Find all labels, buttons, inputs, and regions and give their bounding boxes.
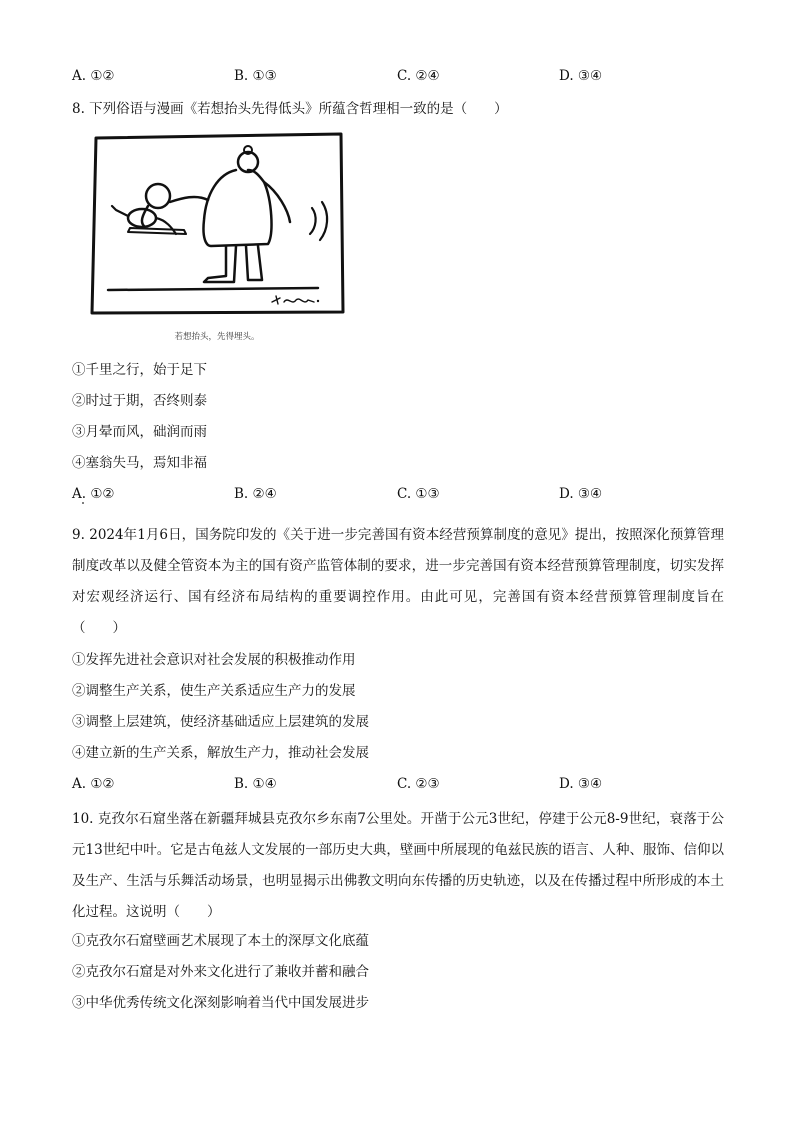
stray-dot — [82, 502, 84, 504]
q9-option-d[interactable]: D. ③④ — [559, 776, 603, 792]
q8-statement-1: ①千里之行，始于足下 — [72, 362, 207, 378]
q8-statement-4: ④塞翁失马，焉知非福 — [72, 455, 207, 471]
q9-statement-3: ③调整上层建筑，使经济基础适应上层建筑的发展 — [72, 714, 369, 730]
q8-option-d[interactable]: D. ③④ — [559, 486, 603, 502]
q9-statement-2: ②调整生产关系，使生产关系适应生产力的发展 — [72, 683, 356, 699]
q9-stem: 9. 2024年1月6日，国务院印发的《关于进一步完善国有资本经营预算制度的意见》提出，按照深化预算管理制度改革以及健全管资本为主的国有资产监管体制的要求，进一步完善国有资本经营预算管理制度，切实发挥对宏观经济运行、国有经济布局结构的重要调控作用。由此可见，完善国有资本经营预算管理制度旨在（ ） — [72, 527, 724, 636]
q10-stem: 10. 克孜尔石窟坐落在新疆拜城县克孜尔乡东南7公里处。开凿于公元3世纪，停建于公元8-9世纪，衰落于公元13世纪中叶。它是古龟兹人文发展的一部历史大典，壁画中所展现的龟兹民族的语言、人种、服饰、信仰以及生产、生活与乐舞活动场景，也明显揭示出佛教文明向东传播的历史轨迹，以及在传播过程中所形成的本土化过程。这说明（ ） — [72, 811, 724, 920]
q8-options — [72, 484, 732, 504]
q9-statement-1: ①发挥先进社会意识对社会发展的积极推动作用 — [72, 652, 356, 668]
cartoon-illustration — [86, 130, 348, 316]
cartoon-caption: 若想抬头，先得埋头。 — [174, 332, 260, 342]
q9-statement-4: ④建立新的生产关系，解放生产力，推动社会发展 — [72, 745, 369, 761]
q7-options — [72, 66, 732, 86]
q8-option-b[interactable]: B. ②④ — [234, 486, 277, 502]
q9-option-a[interactable]: A. ①② — [72, 776, 115, 792]
q8-option-a[interactable]: A. ①② — [72, 486, 115, 502]
q9-option-c[interactable]: C. ②③ — [397, 776, 440, 792]
q8-statement-3: ③月晕而风，础润而雨 — [72, 424, 207, 440]
q10-statement-2: ②克孜尔石窟是对外来文化进行了兼收并蓄和融合 — [72, 964, 369, 980]
q7-option-c[interactable]: C. ②④ — [397, 68, 440, 84]
q8-stem: 8. 下列俗语与漫画《若想抬头先得低头》所蕴含哲理相一致的是（ ） — [72, 101, 508, 117]
q7-option-a[interactable]: A. ①② — [72, 68, 115, 84]
q10-statement-3: ③中华优秀传统文化深刻影响着当代中国发展进步 — [72, 995, 369, 1011]
q10-statement-1: ①克孜尔石窟壁画艺术展现了本土的深厚文化底蕴 — [72, 933, 369, 949]
q7-option-d[interactable]: D. ③④ — [559, 68, 603, 84]
q9-options — [72, 774, 732, 794]
q8-statement-2: ②时过于期，否终则泰 — [72, 393, 207, 409]
q8-option-c[interactable]: C. ①③ — [397, 486, 440, 502]
q7-option-b[interactable]: B. ①③ — [234, 68, 277, 84]
q9-option-b[interactable]: B. ①④ — [234, 776, 277, 792]
